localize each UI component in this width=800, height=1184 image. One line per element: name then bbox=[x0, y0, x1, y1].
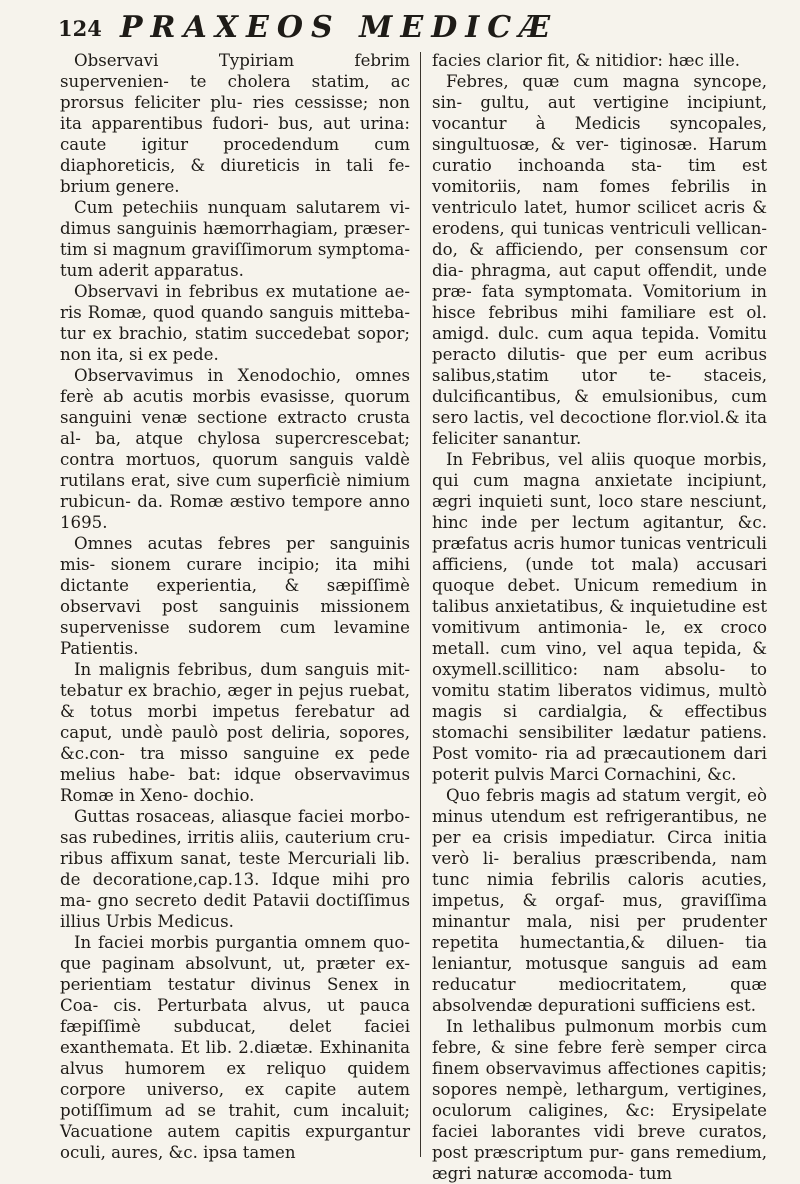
paragraph: In faciei morbis purgantia omnem quo- que paginam absolvunt, ut, præter ex- perientiam testatur divinus Senex in Coa- cis. Perturbata alvus, ut pauca fæpiſſimè subducat, delet faciei exanthemata. Et lib. 2.diætæ. Exhinanita alvus humorem ex reliquo quidem corpore universo, ex capite autem potiſſimum ad se trahit, cum incaluit; Vacuatione autem capitis expurgantur oculi, aures, &c. ipsa tamen bbox=[60, 933, 410, 1162]
paragraph: Cum petechiis nunquam salutarem vi- dimus sanguinis hæmorrhagiam, præser- tim si magnum graviſſimorum symptoma- tum aderit apparatus. bbox=[60, 198, 410, 280]
paragraph: Omnes acutas febres per sanguinis mis- sionem curare incipio; ita mihi dictante experientia, & sæpiſſimè observavi post sanguinis missionem supervenisse sudorem cum levamine Patientis. bbox=[60, 534, 410, 658]
page-header bbox=[58, 10, 760, 48]
paragraph: Observavi Typiriam febrim supervenien- te cholera statim, ac prorsus feliciter plu- ries cessisse; non ita apparentibus fudori- bus, aut urina: caute igitur procedendum cum diaphoreticis, & diureticis in tali fe- brium genere. bbox=[60, 51, 410, 196]
page-number: 124 bbox=[58, 16, 102, 41]
paragraph: Quo febris magis ad statum vergit, eò minus utendum est refrigerantibus, ne per ea crisis impediatur. Circa initia verò li- beralius præscribenda, nam tunc nimia febrilis caloris acuties, impetus, & orgaf- mus, graviſſima minantur mala, nisi per prudenter repetita humectantia,& diluen- tia leniantur, motusque sanguis ad eam reducatur mediocritatem, quæ absolvendæ depurationi sufficiens est. bbox=[432, 786, 767, 1015]
column-divider bbox=[420, 52, 421, 1157]
paragraph: Observavi in febribus ex mutatione ae- ris Romæ, quod quando sanguis mitteba- tur ex brachio, statim succedebat sopor; non ita, si ex pede. bbox=[60, 282, 410, 364]
paragraph: In malignis febribus, dum sanguis mit- tebatur ex brachio, æger in pejus ruebat, & totus morbi impetus ferebatur ad caput, undè paulò post deliria, sopores, &c.con- tra misso sanguine ex pede melius habe- bat: idque observavimus Romæ in Xeno- dochio. bbox=[60, 660, 410, 805]
paragraph: Guttas rosaceas, aliasque faciei morbo- sas rubedines, irritis aliis, cauterium cru- ribus affixum sanat, teste Mercuriali lib. de decoratione,cap.13. Idque mihi pro ma- gno secreto dedit Patavii doctiſſimus illius Urbis Medicus. bbox=[60, 807, 410, 931]
paragraph: Observavimus in Xenodochio, omnes ferè ab acutis morbis evasisse, quorum sanguini venæ sectione extracto crusta al- ba, atque chylosa supercrescebat; contra mortuos, quorum sanguis valdè rutilans erat, sive cum superficiè nimium rubicun- da. Romæ æstivo tempore anno 1695. bbox=[60, 366, 410, 532]
paragraph: facies clarior fit, & nitidior: hæc ille. bbox=[432, 51, 741, 70]
running-title: PRAXEOS MEDICÆ bbox=[120, 10, 559, 45]
paragraph: In lethalibus pulmonum morbis cum febre, & sine febre ferè semper circa finem observavimus affectiones capitis; sopores nempè, lethargum, vertigines, oculorum caligines, &c: Erysipelate faciei laborantes vidi breve curatos, post præscriptum pur- gans remedium, ægri naturæ accomoda- tum bbox=[432, 1017, 767, 1183]
paragraph: Febres, quæ cum magna syncope, sin- gultu, aut vertigine incipiunt, vocantur à Medicis syncopales, singultuosæ, & ver- tiginosæ. Harum curatio inchoanda sta- tim est vomitoriis, nam fomes febrilis in ventriculo latet, humor scilicet acris & erodens, qui tunicas ventriculi vellican- do, & afficiendo, per consensum cor dia- phragma, aut caput offendit, unde præ- fata symptomata. Vomitorium in hisce febribus mihi familiare est ol. amigd. dulc. cum aqua tepida. Vomitu peracto dilutis- que per eum acribus salibus,statim utor te- staceis, dulcificantibus, & emulsionibus, cum sero lactis, vel decoctione flor.viol.& ita feliciter sanantur. bbox=[432, 72, 767, 448]
paragraph: In Febribus, vel aliis quoque morbis, qui cum magna anxietate incipiunt, ægri inquieti sunt, loco stare nesciunt, hinc inde per lectum agitantur, &c. præfatus acris humor tunicas ventriculi afficiens, (unde tot mala) accusari quoque debet. Unicum remedium in talibus anxietatibus, & inquietudine est vomitivum antimonia- le, ex croco metall. cum vino, vel aqua tepida, & oxymell.scillitico: nam absolu- to vomitu statim liberatos vidimus, multò magis si cardialgia, & effectibus stomachi sensibiliter lædatur patiens. Post vomito- ria ad præcautionem dari poterit pulvis Marci Cornachini, &c. bbox=[432, 450, 767, 784]
left-column bbox=[60, 50, 410, 1160]
right-column bbox=[432, 50, 767, 1183]
